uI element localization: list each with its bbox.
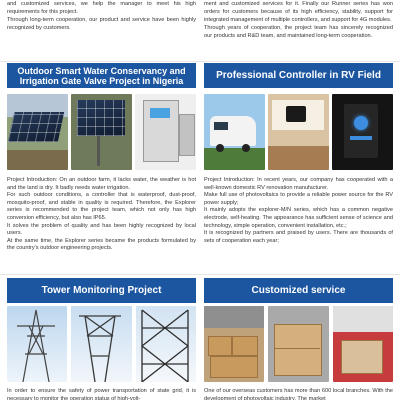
rv-photo-controller xyxy=(332,94,393,170)
tower-section-text xyxy=(7,388,196,400)
rv-section-text xyxy=(204,177,393,272)
pylon-3-drawing xyxy=(136,306,194,382)
rv-text-1: Project Introduction: In recent years, our company has cooperated with a well-known domestic RV renovation manufacturer. xyxy=(204,177,393,191)
outdoor-text-1: Project Introduction: On an outdoor farm, it lacks water, the weather is hot and the land is dry. It badly needs water irrigation. xyxy=(7,177,196,191)
rv-section-title: Professional Controller in RV Field xyxy=(204,63,393,88)
outdoor-text-2: For such outdoor conditions, a controller that is waterproof, dust-proof, mosquito-proof, and stable in quality is required. Therefore, the Explorer series is recommended to the project team, which not only has high conversion efficiency, but also has IP65. xyxy=(7,192,196,221)
tower-section-title: Tower Monitoring Project xyxy=(7,278,196,303)
outdoor-photo-solar-field xyxy=(7,94,68,170)
left-top-line-1: and customized services, we help the manager to meet his high requirements for this project. xyxy=(7,1,196,15)
right-top-text xyxy=(204,0,393,56)
outdoor-text-3: It solves the problem of quality and has been highly recognized by local users. xyxy=(7,222,196,237)
tower-photo-pylon-1 xyxy=(7,306,67,382)
pylon-2-drawing xyxy=(71,306,129,382)
outdoor-section-text xyxy=(7,177,196,272)
tower-text-1: In order to ensure the safety of power transportation of state grid, it is necessary to monitor the operation status of high-volt- xyxy=(7,388,196,400)
customized-photo-loading xyxy=(333,306,393,382)
customized-text-1: One of our overseas customers has more than 600 local branches. With the development of photovoltaic industry, The market xyxy=(204,388,393,400)
customized-section-title: Customized service xyxy=(204,278,393,303)
tower-photos xyxy=(7,306,196,382)
rv-text-4: It is recognized by partners and praised by users. There are thousands of sets of cooperation each year; xyxy=(204,230,393,244)
middle-separator xyxy=(0,274,400,275)
pylon-1-drawing xyxy=(7,306,65,382)
rv-photo-van xyxy=(204,94,265,170)
customized-photo-warehouse-1 xyxy=(204,306,264,382)
rv-photos xyxy=(204,94,393,170)
rv-photo-interior xyxy=(268,94,329,170)
right-top-line-1: ment and customized services for it. Finally our Runner series has won orders for customers because of its high efficiency, stability, support for integrated management of multiple controllers, and support for 4G modules. xyxy=(204,1,393,23)
customized-section-text xyxy=(204,388,393,400)
tower-photo-pylon-2 xyxy=(71,306,131,382)
outdoor-photo-controller-cabinet xyxy=(135,94,196,170)
customized-photos xyxy=(204,306,393,382)
rv-text-3: It mainly adopts the explorer-M/N series, which has a common negative electrode, self-heating. The appearance has sufficient sense of science and technology, simple operation, convenient installation, etc.; xyxy=(204,207,393,229)
outdoor-section-title: Outdoor Smart Water Conservancy and Irrigation Gate Valve Project in Nigeria xyxy=(7,63,196,88)
customized-photo-warehouse-2 xyxy=(268,306,328,382)
left-top-line-2: Through long-term cooperation, our product and service have been highly recognized by customers. xyxy=(7,17,196,31)
top-separator xyxy=(0,61,400,62)
outdoor-photo-panel-frame xyxy=(71,94,132,170)
left-top-text xyxy=(7,0,196,56)
outdoor-text-4: At the same time, the Explorer series became the products formulated by the country's outdoor engineering projects. xyxy=(7,237,196,252)
rv-text-2: Make full use of photovoltaics to provide a reliable power source for the RV power supply; xyxy=(204,192,393,206)
outdoor-photos xyxy=(7,94,196,170)
right-top-line-2: Through years of cooperation, the project team has sincerely recognized our products and R&D team, and maintained long-term cooperation. xyxy=(204,25,393,39)
tower-photo-pylon-3 xyxy=(136,306,196,382)
